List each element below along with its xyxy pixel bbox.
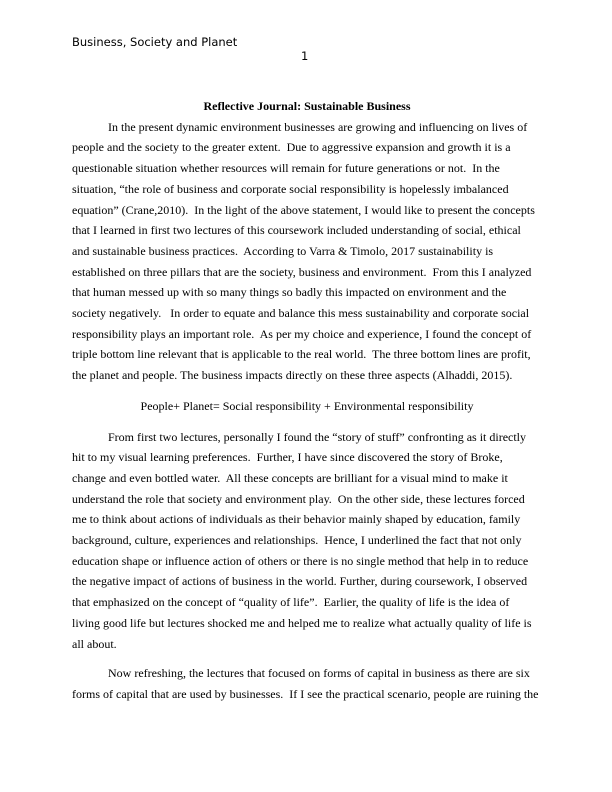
paragraph-line: Now refreshing, the lectures that focused on forms of capital in business as there are six bbox=[108, 666, 530, 681]
paragraph-line: society negatively. In order to equate and balance this mess sustainability and corporate social bbox=[72, 306, 530, 321]
paragraph-line: triple bottom line relevant that is applicable to the real world. The three bottom lines are profit, bbox=[72, 347, 531, 362]
paragraph-line: From first two lectures, personally I found the “story of stuff” confronting as it directly bbox=[108, 429, 527, 444]
paragraph-capital bbox=[72, 663, 542, 704]
paragraph-lectures bbox=[72, 427, 542, 655]
paragraph-line: In the present dynamic environment businesses are growing and influencing on lives of bbox=[108, 119, 528, 134]
paragraph-line: education shape or influence action of others or there is no single method that help in to reduce bbox=[72, 553, 529, 568]
paragraph-line: responsibility plays an important role. As per my choice and experience, I found the concept of bbox=[72, 326, 532, 341]
paragraph-line: background, culture, experiences and relationships. Hence, I underlined the fact that not only bbox=[72, 533, 522, 548]
paragraph-line: the negative impact of actions of business in the world. Further, during coursework, I observed bbox=[72, 574, 528, 589]
paragraph-line: forms of capital that are used by businesses. If I see the practical scenario, people are ruining the bbox=[72, 686, 539, 701]
paragraph-line: and sustainable business practices. According to Varra & Timolo, 2017 sustainability is bbox=[72, 243, 494, 258]
page-number: 1 bbox=[301, 49, 309, 63]
paragraph-line: hit to my visual learning preferences. Further, I have since discovered the story of Broke, bbox=[72, 450, 503, 465]
running-head: Business, Society and Planet bbox=[72, 35, 238, 49]
paragraph-line: the planet and people. The business impacts directly on these three aspects (Alhaddi, 2015). bbox=[72, 368, 513, 383]
paragraph-spacer bbox=[72, 654, 542, 663]
paragraph-line: people and the society to the greater extent. Due to aggressive expansion and growth it is a bbox=[72, 140, 511, 155]
paragraph-line: change and even bottled water. All these concepts are brilliant for a visual mind to make it bbox=[72, 470, 508, 485]
paragraph-line: established on three pillars that are the society, business and environment. From this I analyzed bbox=[72, 264, 532, 279]
paragraph-line: that I learned in first two lectures of this coursework included understanding of social, ethical bbox=[72, 223, 521, 238]
document-body bbox=[72, 96, 542, 705]
paragraph-line: that emphasized on the concept of “quality of life”. Earlier, the quality of life is the idea of bbox=[72, 595, 510, 610]
paragraph-line: situation, “the role of business and corporate social responsibility is hopelessly imbalanced bbox=[72, 181, 509, 196]
paragraph-line: all about. bbox=[72, 636, 117, 651]
equation-line: People+ Planet= Social responsibility + Environmental responsibility bbox=[140, 398, 474, 413]
paragraph-line: that human messed up with so many things so badly this impacted on environment and the bbox=[72, 285, 507, 300]
paragraph-intro bbox=[72, 117, 542, 386]
paragraph-line: equation” (Crane,2010). In the light of the above statement, I would like to present the concepts bbox=[72, 202, 535, 217]
document-title: Reflective Journal: Sustainable Business bbox=[203, 99, 411, 113]
paragraph-line: questionable situation whether resources will remain for future generations or not. In the bbox=[72, 161, 500, 176]
paragraph-line: me to think about actions of individuals as their behavior mainly shaped by education, family bbox=[72, 512, 521, 527]
paragraph-line: understand the role that society and environment play. On the other side, these lectures forced bbox=[72, 491, 525, 506]
paragraph-line: living good life but lectures shocked me and helped me to realize what actually quality of life is bbox=[72, 615, 532, 630]
